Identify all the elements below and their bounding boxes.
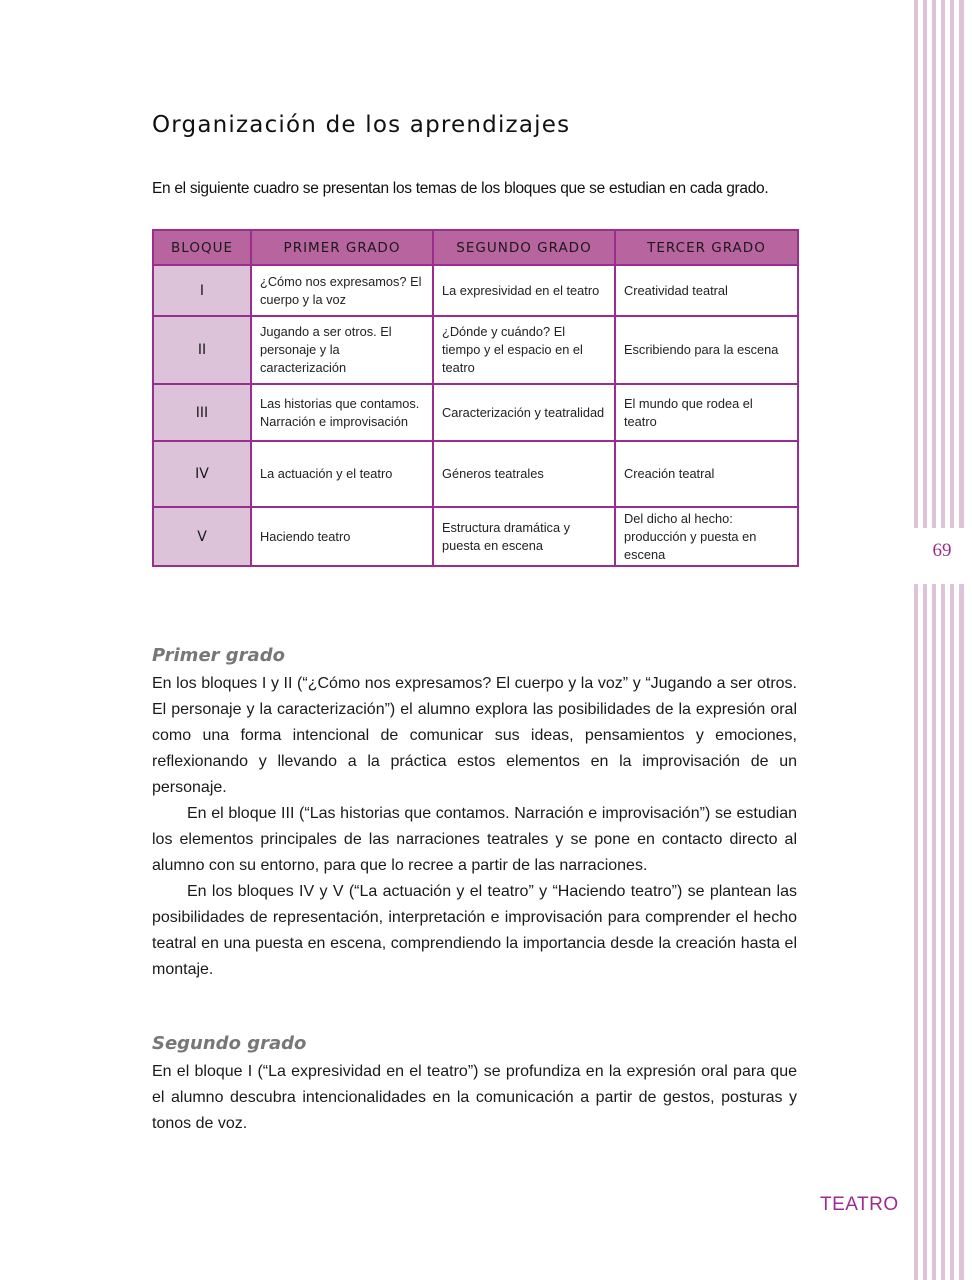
cell-segundo-grado: Estructura dramática y puesta en escena (433, 507, 615, 566)
cell-segundo-grado: La expresividad en el teatro (433, 265, 615, 316)
cell-primer-grado: ¿Cómo nos expresamos? El cuerpo y la voz (251, 265, 433, 316)
block-number: III (153, 384, 251, 441)
table-row (153, 441, 798, 507)
section-heading-segundo-grado: Segundo grado (152, 1033, 307, 1054)
page-number: 69 (932, 540, 952, 561)
cell-segundo-grado: ¿Dónde y cuándo? El tiempo y el espacio en el teatro (433, 316, 615, 384)
cell-tercer-grado: Del dicho al hecho: producción y puesta en escena (615, 507, 798, 566)
section-body-segundo-grado (152, 1059, 797, 1137)
section-heading-primer-grado: Primer grado (152, 645, 285, 666)
block-number: IV (153, 441, 251, 507)
header-bloque: BLOQUE (153, 230, 251, 265)
cell-tercer-grado: El mundo que rodea el teatro (615, 384, 798, 441)
paragraph: En los bloques I y II (“¿Cómo nos expresamos? El cuerpo y la voz” y “Jugando a ser otros. El personaje y la caracterización”) el alumno explora las posibilidades de la expresión oral como una forma intencional de comunicar sus ideas, pensamientos y emociones, reflexionando y llevando a la práctica estos elementos en la improvisación de un personaje. (152, 675, 797, 796)
block-number: I (153, 265, 251, 316)
cell-segundo-grado: Caracterización y teatralidad (433, 384, 615, 441)
cell-primer-grado: La actuación y el teatro (251, 441, 433, 507)
table-row (153, 384, 798, 441)
block-number: V (153, 507, 251, 566)
cell-segundo-grado: Géneros teatrales (433, 441, 615, 507)
header-tercer-grado: TERCER GRADO (615, 230, 798, 265)
header-segundo-grado: SEGUNDO GRADO (433, 230, 615, 265)
intro-text: En el siguiente cuadro se presentan los temas de los bloques que se estudian en cada grado. (152, 180, 769, 197)
cell-tercer-grado: Creación teatral (615, 441, 798, 507)
table-row (153, 507, 798, 566)
table-header-row (153, 230, 798, 265)
blocks-table (152, 229, 799, 567)
decorative-side-stripes (914, 0, 972, 1280)
header-primer-grado: PRIMER GRADO (251, 230, 433, 265)
cell-primer-grado: Las historias que contamos. Narración e improvisación (251, 384, 433, 441)
table-row (153, 265, 798, 316)
cell-tercer-grado: Creatividad teatral (615, 265, 798, 316)
paragraph: En el bloque I (“La expresividad en el teatro”) se profundiza en la expresión oral para que el alumno descubra intencionalidades en la comunicación a partir de gestos, posturas y tonos de voz. (152, 1063, 797, 1132)
paragraph: En los bloques IV y V (“La actuación y el teatro” y “Haciendo teatro”) se plantean las posibilidades de representación, interpretación e improvisación para comprender el hecho teatral en una puesta en escena, comprendiendo la importancia desde la creación hasta el montaje. (152, 883, 797, 978)
footer-section-label: TEATRO (820, 1194, 899, 1215)
section-body-primer-grado (152, 671, 797, 983)
cell-primer-grado: Jugando a ser otros. El personaje y la caracterización (251, 316, 433, 384)
page-title: Organización de los aprendizajes (152, 112, 571, 138)
cell-tercer-grado: Escribiendo para la escena (615, 316, 798, 384)
cell-primer-grado: Haciendo teatro (251, 507, 433, 566)
block-number: II (153, 316, 251, 384)
paragraph: En el bloque III (“Las historias que contamos. Narración e improvisación”) se estudian los elementos principales de las narraciones teatrales y se pone en contacto directo al alumno con su entorno, para que lo recree a partir de las narraciones. (152, 805, 797, 874)
table-row (153, 316, 798, 384)
